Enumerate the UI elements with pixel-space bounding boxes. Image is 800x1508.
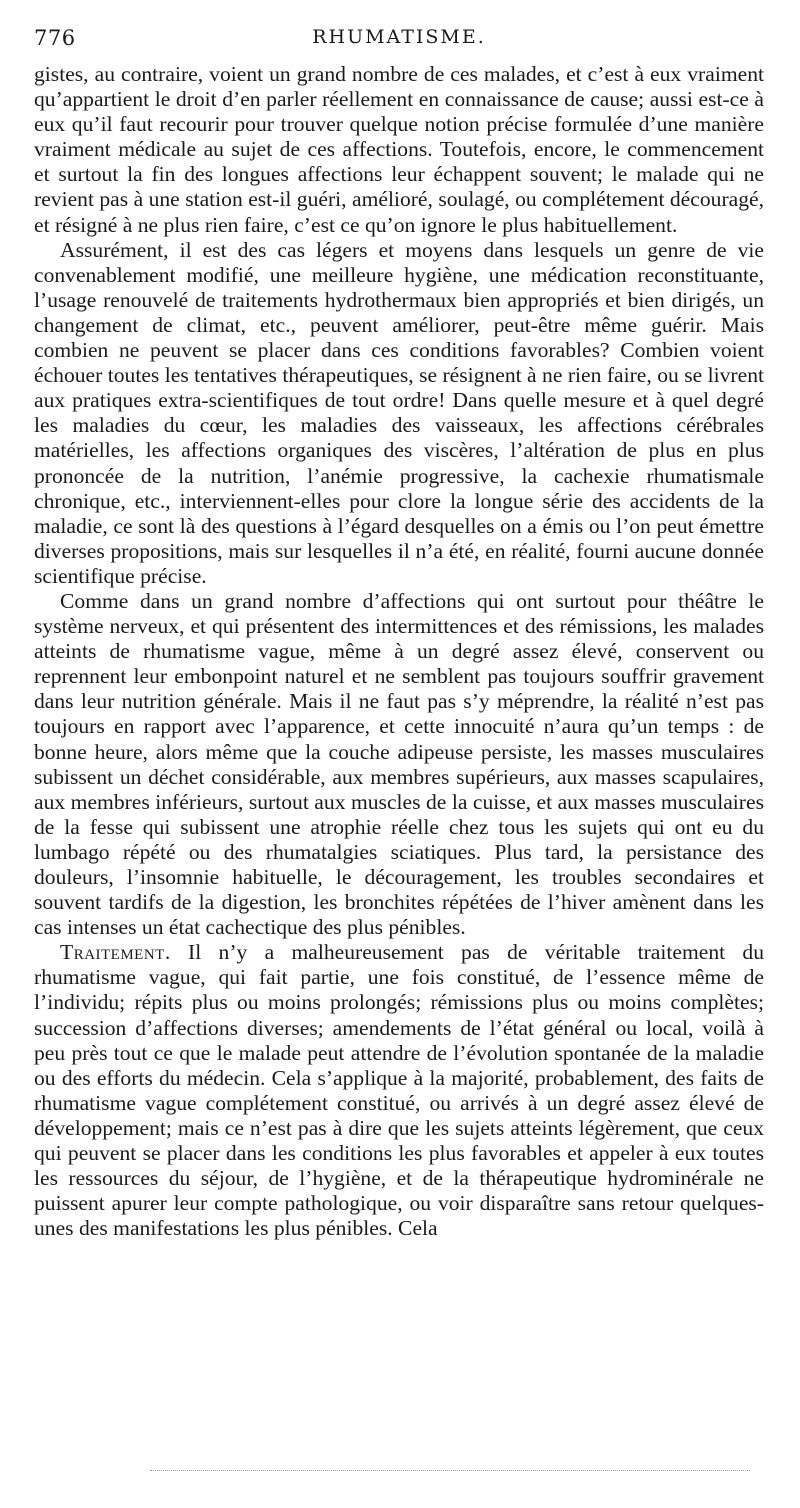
paragraph-text: Il n’y a malheureusement pas de véritable traitement du rhumatisme vague, qui fait partie, une fois constitué, de l’essence même de l’individu; répits plus ou moins prolongés; rémissions plus ou moins complètes; succession d’affections diverses; amendements de l’état général ou local, voilà à peu près tout ce que le malade peut attendre de l’évolution spontanée de la maladie ou des efforts du médecin. Cela s’applique à la majorité, probablement, des faits de rhumatisme vague complétement constitué, ou arrivés à un degré assez élevé de développement; mais ce n’est pas à dire que les sujets atteints légèrement, que ceux qui peuvent se placer dans les conditions les plus favorables et appeler à eux toutes les ressources du séjour, de l’hygiène, et de la thérapeutique hydrominérale ne puissent apurer leur compte pathologique, ou voir disparaître sans retour quelques-unes des manifestations les plus pénibles. Cela (34, 940, 765, 1241)
page-header (34, 26, 764, 56)
paragraph-text: Comme dans un grand nombre d’affections qui ont surtout pour théâtre le système nerveux, et qui présentent des intermittences et des rémissions, les malades atteints de rhumatisme vague, même à un degré assez élevé, conservent ou reprennent leur embonpoint naturel et ne semblent pas toujours souffrir gravement dans leur nutrition générale. Mais il ne faut pas s’y méprendre, la réalité n’est pas toujours en rapport avec l’apparence, et cette innocuité n’aura qu’un temps : de bonne heure, alors même que la couche adipeuse persiste, les masses musculaires subissent un déchet considérable, aux membres supérieurs, aux masses scapulaires, aux membres inférieurs, surtout aux muscles de la cuisse, et aux masses musculaires de la fesse qui subissent une atrophie réelle chez tous les sujets qui ont eu du lumbago répété ou des rhumatalgies sciatiques. Plus tard, la persistance des douleurs, l’insomnie habituelle, le découragement, les troubles secondaires et souvent tardifs de la digestion, les bronchites répétées de l’hiver amènent dans les cas intenses un état cachectique des plus pénibles. (34, 588, 764, 940)
paragraph (34, 62, 764, 238)
paragraph-text: Assurément, il est des cas légers et moyens dans lesquels un genre de vie convenablement modifié, une meilleure hygiène, une médication reconstituante, l’usage renouvelé de traitements hydrothermaux bien appropriés et bien dirigés, un changement de climat, etc., peuvent améliorer, peut-être même guérir. Mais combien ne peuvent se placer dans ces conditions favorables? Combien voient échouer toutes les tentatives thérapeutiques, se résignent à ne rien faire, ou se livrent aux pratiques extra-scientifiques de tout ordre! Dans quelle mesure et à quel degré les maladies du cœur, les maladies des vaisseaux, les affections cérébrales matérielles, les affections organiques des viscères, l’altération de plus en plus prononcée de la nutrition, l’anémie progressive, la cachexie rhumatismale chronique, etc., interviennent-elles pour clore la longue série des accidents de la maladie, ce sont là des questions à l’égard desquelles on a émis ou l’on peut émettre diverses propositions, mais sur lesquelles il n’a été, en réalité, fourni aucune donnée scientifique précise. (34, 237, 764, 588)
section-lead-heading: Traitement. (60, 940, 171, 965)
paragraph (34, 589, 764, 940)
page-number: 776 (34, 26, 76, 50)
document-page (34, 26, 764, 1241)
running-title: RHUMATISME. (312, 26, 486, 48)
paragraph (34, 238, 764, 589)
footer-dotted-rule (150, 1470, 750, 1471)
body-text (34, 62, 764, 1241)
paragraph-traitement (34, 940, 764, 1241)
paragraph-text: gistes, au contraire, voient un grand nombre de ces malades, et c’est à eux vraiment qu’appartient le droit d’en parler réellement en connaissance de cause; aussi est-ce à eux qu’il faut recourir pour trouver quelque notion précise formulée d’une manière vraiment médicale au sujet de ces affections. Toutefois, encore, le commencement et surtout la fin des longues affections leur échappent souvent; le malade qui ne revient pas à une station est-il guéri, amélioré, soulagé, ou complétement découragé, et résigné à ne plus rien faire, c’est ce qu’on ignore le plus habituellement. (34, 62, 764, 237)
